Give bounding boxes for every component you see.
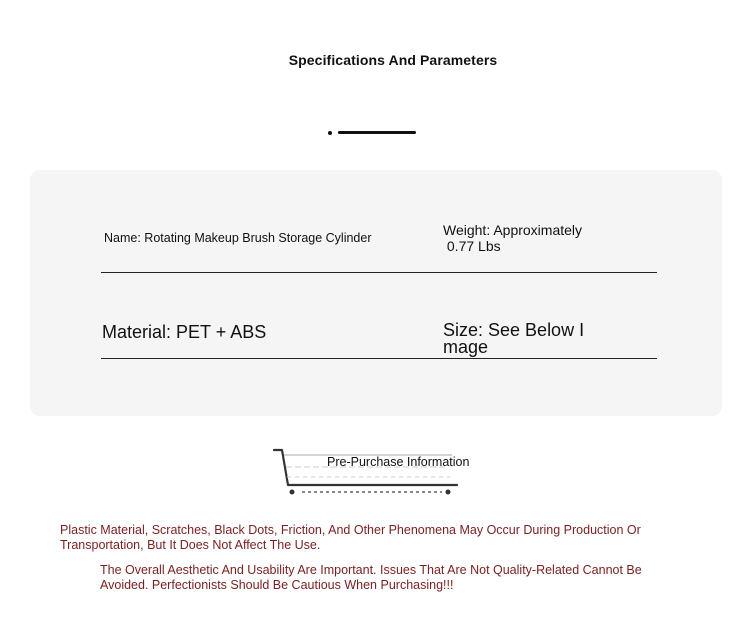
pre-purchase-title: Pre-Purchase Information: [327, 455, 470, 469]
indicator-bar: [338, 131, 416, 134]
divider: [101, 358, 657, 359]
spec-weight-line1: Weight: Approximately: [443, 222, 583, 238]
divider: [101, 272, 657, 273]
spec-material: Material: PET + ABS: [102, 322, 267, 342]
notice-text-2: The Overall Aesthetic And Usability Are Important. Issues That Are Not Quality-Related Cannot Be Avoided. Perfectionists Should Be Cautious When Purchasing!!!: [100, 563, 642, 592]
spec-weight: [443, 222, 613, 254]
spec-size-line1: Size: See Below I: [443, 320, 585, 340]
spec-size-line2: mage: [443, 337, 489, 357]
indicator-dot: [328, 131, 332, 135]
page-title: Specifications And Parameters: [288, 52, 498, 68]
spec-weight-line2: 0.77 Lbs: [443, 238, 501, 254]
specs-card: [30, 170, 722, 416]
spec-name: Name: Rotating Makeup Brush Storage Cylinder: [104, 231, 372, 245]
spec-size: [443, 322, 603, 356]
notice-text-1: Plastic Material, Scratches, Black Dots, Friction, And Other Phenomena May Occur During Production Or Transportation, But It Does Not Affect The Use.: [60, 523, 641, 552]
